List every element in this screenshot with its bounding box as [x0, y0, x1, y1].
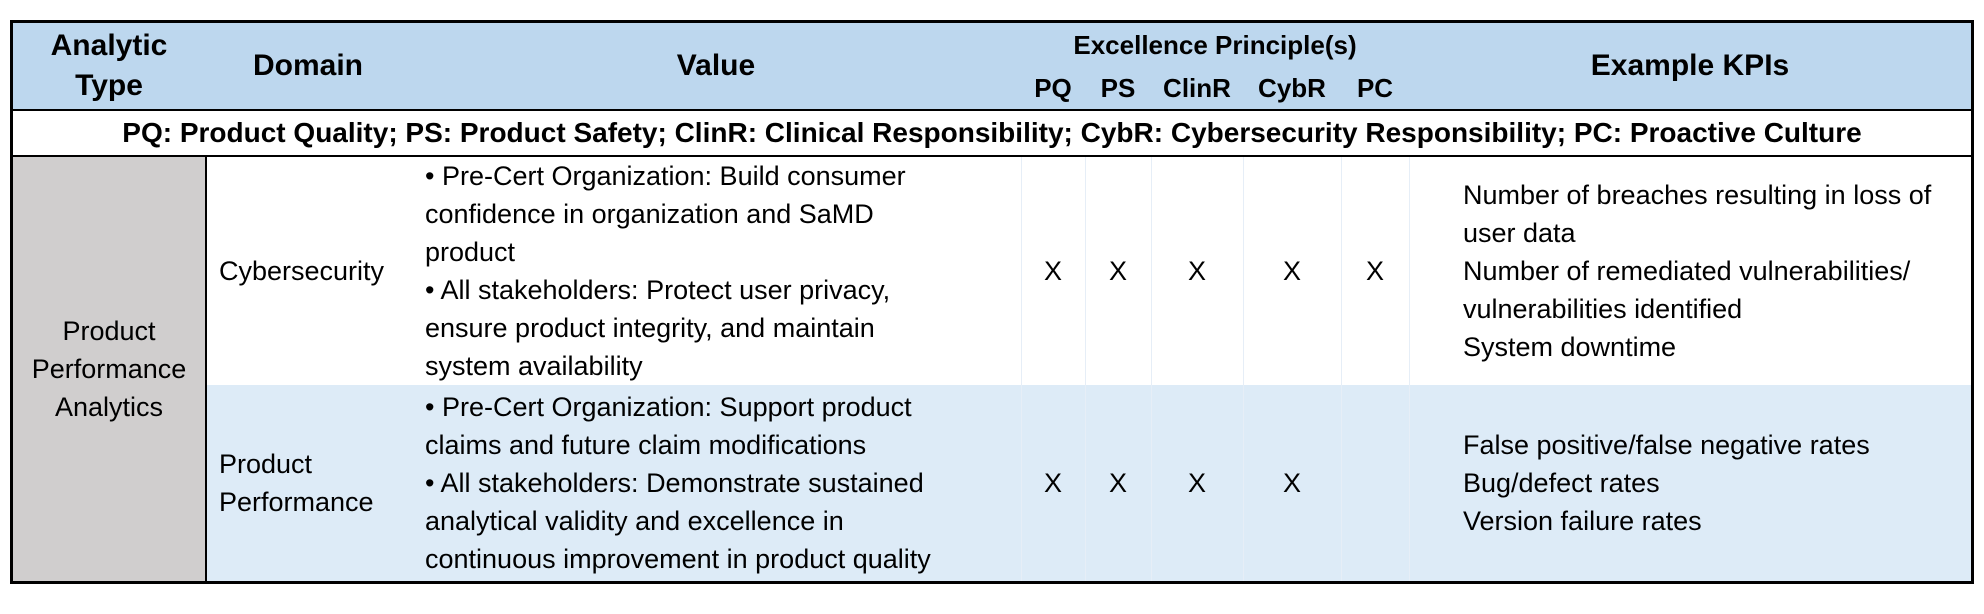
principle-legend: PQ: Product Quality; PS: Product Safety; ClinR: Clinical Responsibility; CybR: Cybersecurity Responsibility; PC: Proactive Culture [13, 109, 1971, 157]
mark-cybr: X [1282, 255, 1301, 286]
analytic-type-cell: Product Performance Analytics [13, 157, 207, 581]
kpi-cell: Number of breaches resulting in loss of user data Number of remediated vulnerabilities/ vulnerabilities identified System downtime [1463, 180, 1932, 362]
header-principle-pq: PQ [1021, 67, 1085, 109]
header-principle-pc: PC [1341, 67, 1409, 109]
header-value: Value [411, 23, 1021, 109]
header-domain: Domain [205, 23, 411, 109]
header-principle-ps: PS [1085, 67, 1151, 109]
mark-cybr: X [1282, 467, 1301, 498]
header-example-kpis: Example KPIs [1409, 23, 1971, 109]
header-principle-cybr: CybR [1243, 67, 1341, 109]
header-analytic-type: Analytic Type [13, 23, 205, 109]
value-cell: • Pre-Cert Organization: Build consumer confidence in organization and SaMD product • All stakeholders: Protect user privacy, ensure product integrity, and maintain system availability [425, 161, 906, 381]
header-principle-clinr: ClinR [1151, 67, 1243, 109]
header-excellence-principles: Excellence Principle(s) [1021, 23, 1409, 67]
mark-pq: X [1043, 255, 1062, 286]
mark-ps: X [1108, 255, 1127, 286]
kpi-cell: False positive/false negative rates Bug/defect rates Version failure rates [1463, 430, 1870, 536]
domain-cell: Cybersecurity [219, 256, 385, 286]
mark-clinr: X [1187, 467, 1206, 498]
kpi-table [10, 20, 1974, 584]
mark-pq: X [1043, 467, 1062, 498]
column-divider [1409, 157, 1410, 581]
value-cell: • Pre-Cert Organization: Support product claims and future claim modifications • All stakeholders: Demonstrate sustained analytical validity and excellence in continuous improvement in product quality [425, 392, 931, 574]
mark-pc [1341, 385, 1409, 581]
mark-clinr: X [1187, 255, 1206, 286]
mark-pc: X [1365, 255, 1384, 286]
domain-cell: Product Performance [219, 449, 374, 517]
mark-ps: X [1108, 467, 1127, 498]
